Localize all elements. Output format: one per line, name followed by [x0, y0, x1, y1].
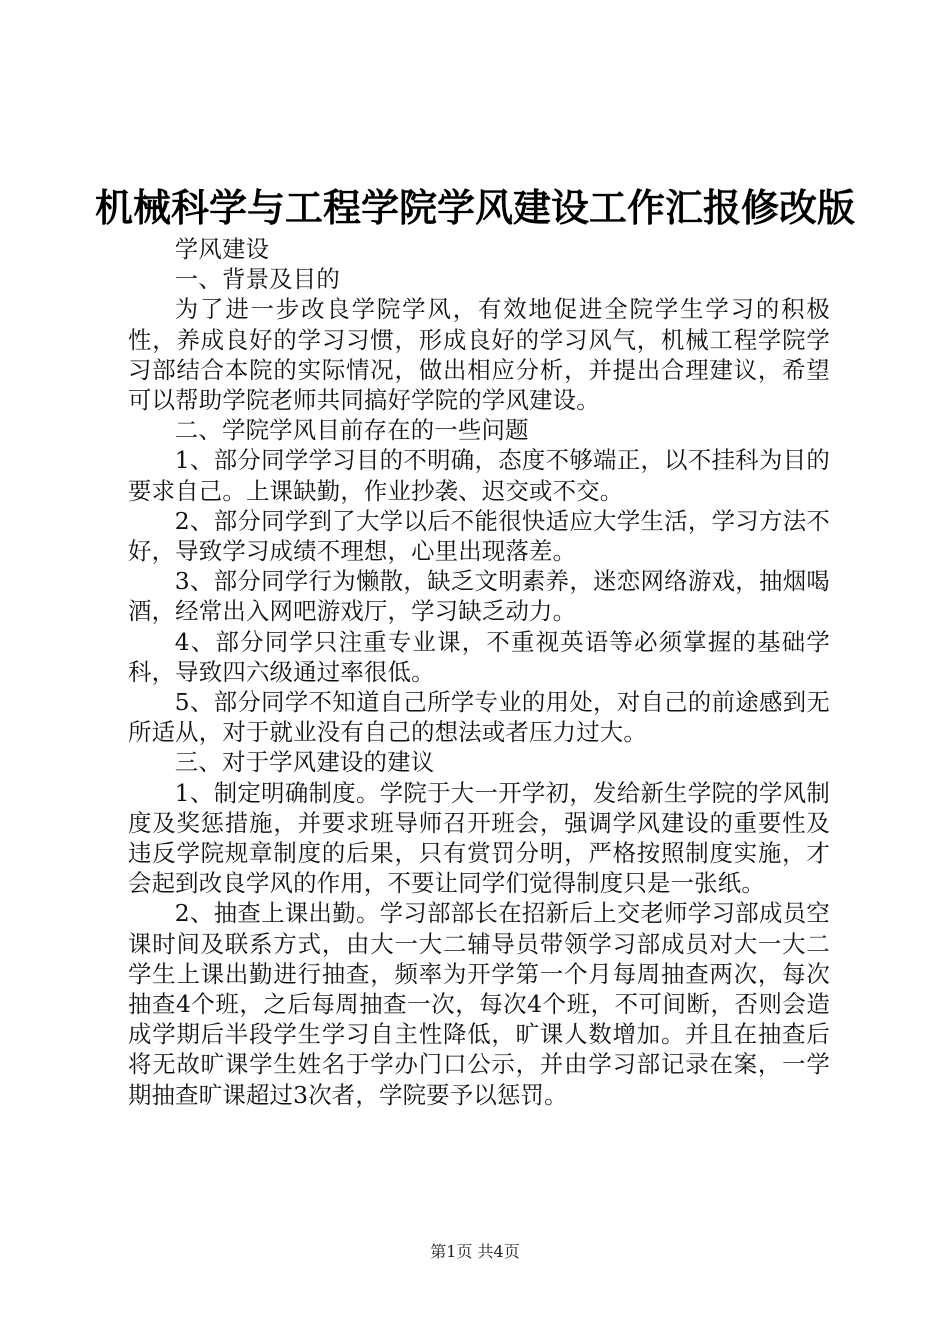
section-heading-problems: 二、学院学风目前存在的一些问题	[174, 416, 529, 445]
page-number-footer: 第1页 共4页	[430, 1242, 520, 1261]
problem-item-3: 3、部分同学行为懒散，缺乏文明素养，迷恋网络游戏，抽烟喝酒，经常出入网吧游戏厅，学习缺乏动力。	[128, 567, 830, 626]
problem-item-5: 5、部分同学不知道自己所学专业的用处，对自己的前途感到无所适从，对于就业没有自己的想法或者压力过大。	[128, 688, 830, 747]
section-heading-suggestions: 三、对于学风建设的建议	[174, 748, 435, 777]
document-body	[128, 234, 830, 1110]
problem-item-4: 4、部分同学只注重专业课，不重视英语等必须掌握的基础学科，导致四六级通过率很低。	[128, 627, 830, 686]
suggestion-item-2: 2、抽查上课出勤。学习部部长在招新后上交老师学习部成员空课时间及联系方式，由大一大二辅导员带领学习部成员对大一大二学生上课出勤进行抽查，频率为开学第一个月每周抽查两次，每次抽查4个班，之后每周抽查一次，每次4个班，不可间断，否则会造成学期后半段学生学习自主性降低，旷课人数增加。并且在抽查后将无故旷课学生姓名于学办门口公示，并由学习部记录在案，一学期抽查旷课超过3次者，学院要予以惩罚。	[128, 899, 830, 1109]
problem-item-2: 2、部分同学到了大学以后不能很快适应大学生活，学习方法不好，导致学习成绩不理想，心里出现落差。	[128, 506, 830, 566]
document-title: 机械科学与工程学院学风建设工作汇报修改版	[94, 186, 855, 230]
paragraph-background: 为了进一步改良学院学风，有效地促进全院学生学习的积极性，养成良好的学习习惯，形成良好的学习风气，机械工程学院学习部结合本院的实际情况，做出相应分析，并提出合理建议，希望可以帮助学院老师共同搞好学院的学风建设。	[128, 295, 830, 415]
section-heading-background: 一、背景及目的	[174, 265, 340, 294]
problem-item-1: 1、部分同学学习目的不明确，态度不够端正，以不挂科为目的要求自己。上课缺勤，作业抄袭、迟交或不交。	[128, 446, 830, 505]
section-label: 学风建设	[174, 235, 270, 263]
suggestion-item-1: 1、制定明确制度。学院于大一开学初，发给新生学院的学风制度及奖惩措施，并要求班导师召开班会，强调学风建设的重要性及违反学院规章制度的后果，只有赏罚分明，严格按照制度实施，才会起到改良学风的作用，不要让同学们觉得制度只是一张纸。	[128, 778, 830, 898]
